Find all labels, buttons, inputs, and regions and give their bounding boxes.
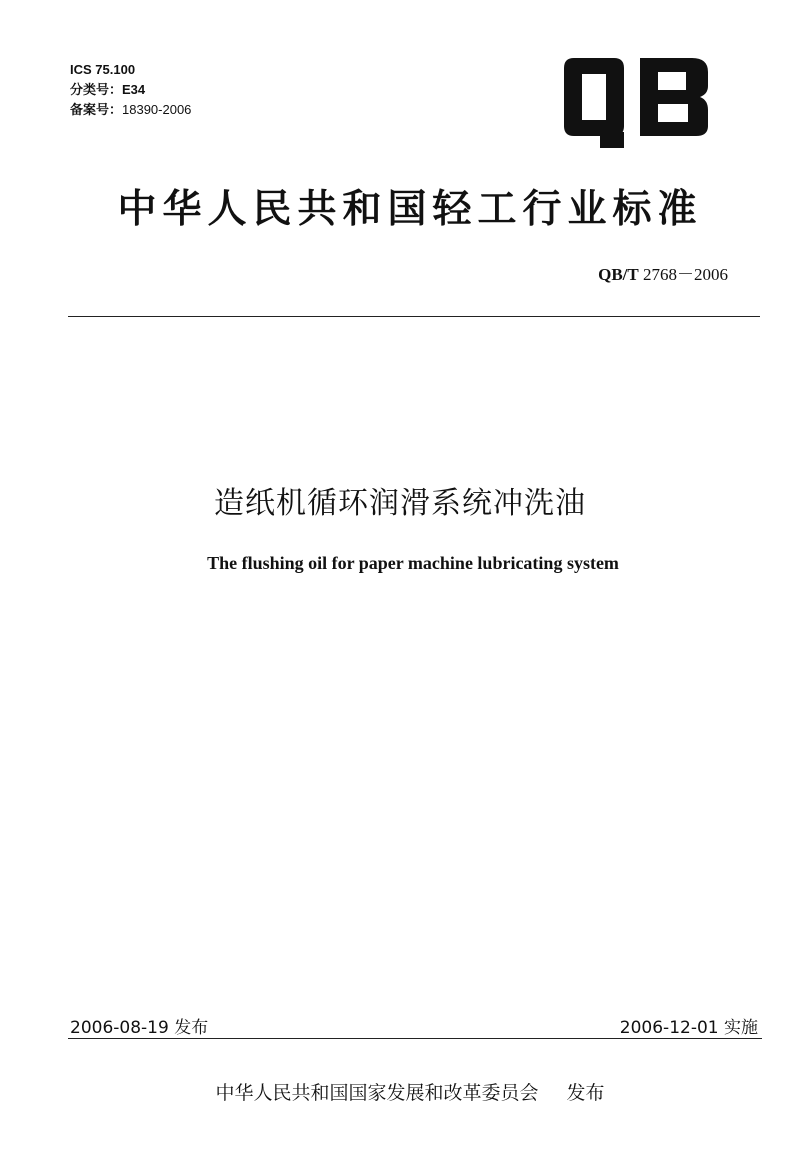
implementation-date: 2006-12-01 实施 (619, 1018, 758, 1038)
publish-action: 发布 (566, 1082, 605, 1104)
issue-date: 2006-08-19 发布 (70, 1018, 209, 1038)
industry-standard-title: 中华人民共和国轻工行业标准 (117, 187, 703, 232)
standard-prefix: QB/T (598, 265, 639, 284)
filing-number: 备案号：18390-2006 (70, 102, 192, 117)
category-number: 分类号：E34 (70, 82, 146, 97)
header-divider (68, 316, 760, 317)
document-metadata (70, 60, 191, 120)
qb-logo (556, 58, 716, 150)
footer-divider (68, 1038, 762, 1039)
publisher-line (0, 1078, 800, 1105)
standard-number (598, 260, 728, 285)
publisher-name: 中华人民共和国国家发展和改革委员会 (215, 1082, 539, 1104)
ics-code: ICS 75.100 (70, 62, 136, 77)
document-title-english: The flushing oil for paper machine lubricating system (207, 553, 619, 573)
standard-code: 2768－2006 (643, 265, 728, 284)
document-title-chinese: 造纸机循环润滑系统冲洗油 (214, 486, 586, 521)
